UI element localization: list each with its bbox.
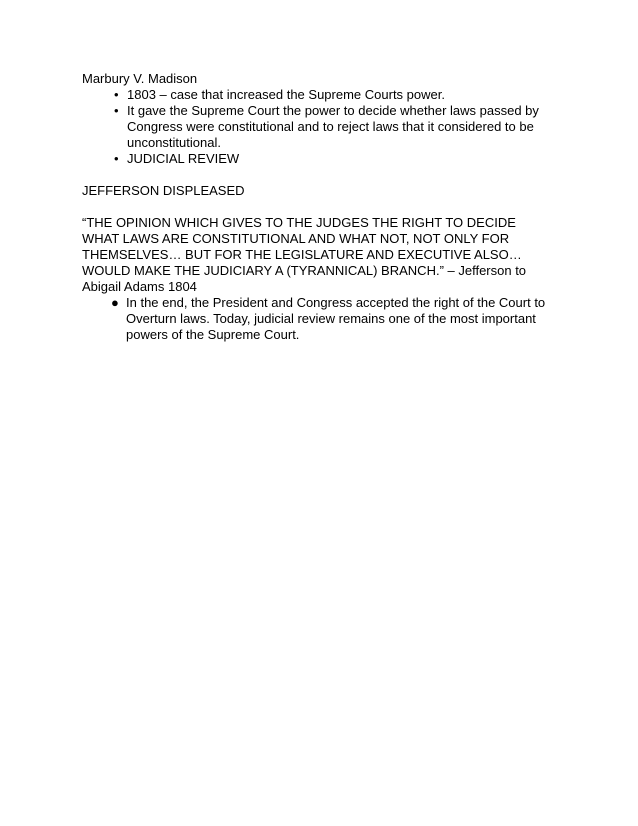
list-item: [82, 295, 552, 343]
bullet-icon: •: [114, 151, 119, 166]
conclusion-list: [82, 295, 552, 343]
quote-line: WHAT LAWS ARE CONSTITUTIONAL AND WHAT NOT, NOT ONLY FOR: [82, 231, 510, 246]
document-page: [82, 71, 552, 343]
document-heading: Marbury V. Madison: [82, 71, 198, 86]
list-item-text: JUDICIAL REVIEW: [127, 151, 240, 166]
quote-line: Abigail Adams 1804: [82, 279, 197, 294]
quote-line: THEMSELVES… BUT FOR THE LEGISLATURE AND EXECUTIVE ALSO…: [82, 247, 522, 262]
list-item-text: Congress were constitutional and to reject laws that it considered to be: [127, 119, 534, 134]
list-item: [82, 103, 552, 151]
blank-line: [82, 199, 552, 215]
blank-line: [82, 167, 552, 183]
list-item-text: In the end, the President and Congress accepted the right of the Court to: [126, 295, 546, 310]
list-item-text: unconstitutional.: [127, 135, 221, 150]
bullet-icon: ●: [111, 295, 119, 310]
list-item-text: Overturn laws. Today, judicial review remains one of the most important: [126, 311, 536, 326]
quote-line: WOULD MAKE THE JUDICIARY A (TYRANNICAL) BRANCH.” – Jefferson to: [82, 263, 527, 278]
bullet-icon: •: [114, 87, 119, 102]
list-item-text: It gave the Supreme Court the power to decide whether laws passed by: [127, 103, 539, 118]
jefferson-quote: [82, 215, 552, 295]
list-item: [82, 151, 552, 167]
list-item-text: powers of the Supreme Court.: [126, 327, 300, 342]
list-item: [82, 87, 552, 103]
bullet-icon: •: [114, 103, 119, 118]
marbury-points-list: [82, 87, 552, 167]
quote-line: “THE OPINION WHICH GIVES TO THE JUDGES THE RIGHT TO DECIDE: [82, 215, 516, 230]
section-heading: JEFFERSON DISPLEASED: [82, 183, 245, 198]
list-item-text: 1803 – case that increased the Supreme Courts power.: [127, 87, 445, 102]
